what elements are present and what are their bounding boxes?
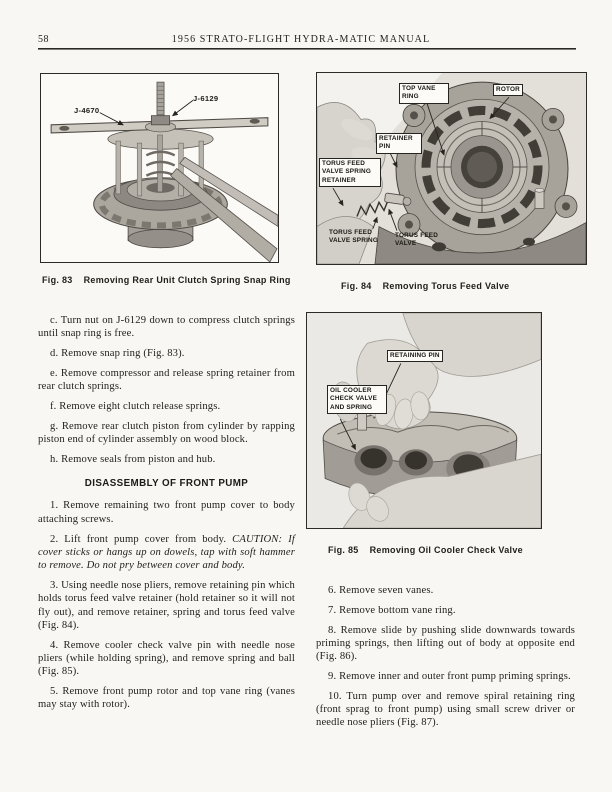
- fig85-label-oil-cooler-check-valve-and-spring: OIL COOLER CHECK VALVE AND SPRING: [327, 385, 387, 414]
- step-text: Lift front pump cover from body.: [64, 533, 227, 545]
- step-6: [316, 584, 575, 597]
- step-text: Remove remaining two front pump cover to body attaching screws.: [38, 500, 295, 525]
- fig84-label-rotor: ROTOR: [493, 84, 523, 96]
- step-c: [38, 314, 295, 341]
- step-1: [38, 499, 295, 526]
- step-label: g.: [50, 420, 59, 432]
- step-2: [38, 533, 295, 573]
- fig83-label-j6129: J-6129: [193, 94, 219, 103]
- step-9: [316, 670, 575, 683]
- step-8: [316, 624, 575, 664]
- step-text: Turn pump over and remove spiral retaining ring (front sprag to front pump) using small screw driver or needle nose pliers (Fig. 87).: [316, 690, 576, 729]
- figure-83: [40, 73, 279, 263]
- step-text: Remove rear clutch piston from cylinder by rapping piston end of cylinder assembly on wood block.: [38, 420, 295, 446]
- caution-text: If cover sticks or hangs up on dowels, tap with soft hammer to remove. Do not pry between cover and body.: [38, 533, 295, 572]
- fig85-caption-text: Removing Oil Cooler Check Valve: [369, 545, 523, 555]
- step-text: Turn nut on J-6129 down to compress clutch springs until snap ring is free.: [38, 315, 295, 340]
- step-label: f.: [50, 400, 57, 412]
- fig83-label-j4670: J-4670: [74, 106, 100, 115]
- step-text: Remove eight clutch release springs.: [59, 400, 221, 412]
- fig83-caption-label: Fig. 83: [42, 275, 73, 285]
- step-text: Remove slide by pushing slide downwards towards priming springs, then lifting out of body at opposite end (Fig. 86).: [316, 624, 575, 663]
- step-label: 2.: [50, 533, 59, 545]
- step-text: Remove snap ring (Fig. 83).: [61, 348, 185, 360]
- fig84-caption-label: Fig. 84: [341, 281, 372, 291]
- fig84-label-torus-feed-valve: TORUS FEED VALVE: [395, 232, 439, 248]
- step-text: Remove seals from piston and hub.: [61, 453, 216, 465]
- step-label: 4.: [50, 639, 59, 651]
- right-column: [316, 584, 575, 736]
- step-text: Remove bottom vane ring.: [339, 604, 456, 616]
- figure-84: [316, 72, 587, 265]
- fig84-label-torus-feed-valve-spring: TORUS FEED VALVE SPRING: [329, 229, 379, 245]
- figure-85: [306, 312, 542, 529]
- fig85-caption: [328, 545, 523, 555]
- step-text: Remove inner and outer front pump priming springs.: [339, 670, 571, 682]
- step-label: 3.: [50, 579, 59, 591]
- step-label: 6.: [328, 585, 337, 596]
- step-text: Remove cooler check valve pin with needle nose pliers (while holding spring), and remove spring and ball (Fig. 85).: [38, 639, 295, 678]
- step-label: 1.: [50, 500, 59, 512]
- step-label: 5.: [50, 686, 59, 698]
- figure-83-illustration: [41, 74, 278, 262]
- fig84-label-torus-feed-valve-spring-retainer: TORUS FEED VALVE SPRING RETAINER: [319, 158, 381, 187]
- fig83-caption: [42, 275, 291, 285]
- step-3: [38, 579, 295, 632]
- fig85-caption-label: Fig. 85: [328, 545, 359, 555]
- fig84-label-top-vane-ring: TOP VANE RING: [399, 83, 449, 104]
- step-text: Remove compressor and release spring retainer from rear clutch springs.: [38, 367, 295, 393]
- step-label: 9.: [328, 670, 337, 682]
- step-text: Using needle nose pliers, remove retaining pin which holds torus feed valve retainer (hold retainer so it will not fly out), and remove retainer, spring and torus feed valve (Fig. 84).: [38, 579, 295, 631]
- step-g: [38, 420, 295, 447]
- step-label: 7.: [328, 604, 337, 616]
- step-e: [38, 367, 295, 394]
- step-label: h.: [50, 453, 59, 465]
- step-4: [38, 639, 295, 679]
- fig84-label-retainer-pin: RETAINER PIN: [376, 133, 422, 154]
- section-heading-disassembly-of-front-pump: DISASSEMBLY OF FRONT PUMP: [84, 478, 249, 490]
- step-label: 8.: [328, 624, 337, 636]
- page-number: 58: [38, 34, 49, 45]
- step-f: [38, 400, 295, 413]
- fig83-caption-text: Removing Rear Unit Clutch Spring Snap Ring: [83, 275, 291, 285]
- step-label: 10.: [328, 690, 342, 702]
- page-title: 1956 STRATO-FLIGHT HYDRA-MATIC MANUAL: [171, 34, 431, 45]
- step-text: Remove seven vanes.: [339, 585, 434, 596]
- step-10: [316, 690, 575, 730]
- header-rule: [38, 48, 576, 49]
- left-column: [38, 314, 295, 718]
- step-7: [316, 604, 575, 617]
- step-h: [38, 453, 295, 466]
- step-text: Remove front pump rotor and top vane ring (vanes may stay with rotor).: [38, 686, 295, 711]
- figure-85-illustration: [307, 313, 541, 528]
- step-d: [38, 347, 295, 360]
- fig84-caption-text: Removing Torus Feed Valve: [382, 281, 510, 291]
- fig85-label-retaining-pin: RETAINING PIN: [387, 350, 443, 362]
- fig84-caption: [341, 281, 509, 291]
- step-5: [38, 685, 295, 712]
- step-label: c.: [50, 315, 58, 326]
- step-label: d.: [50, 348, 59, 360]
- step-label: e.: [50, 367, 58, 379]
- caution-word: CAUTION:: [232, 533, 283, 545]
